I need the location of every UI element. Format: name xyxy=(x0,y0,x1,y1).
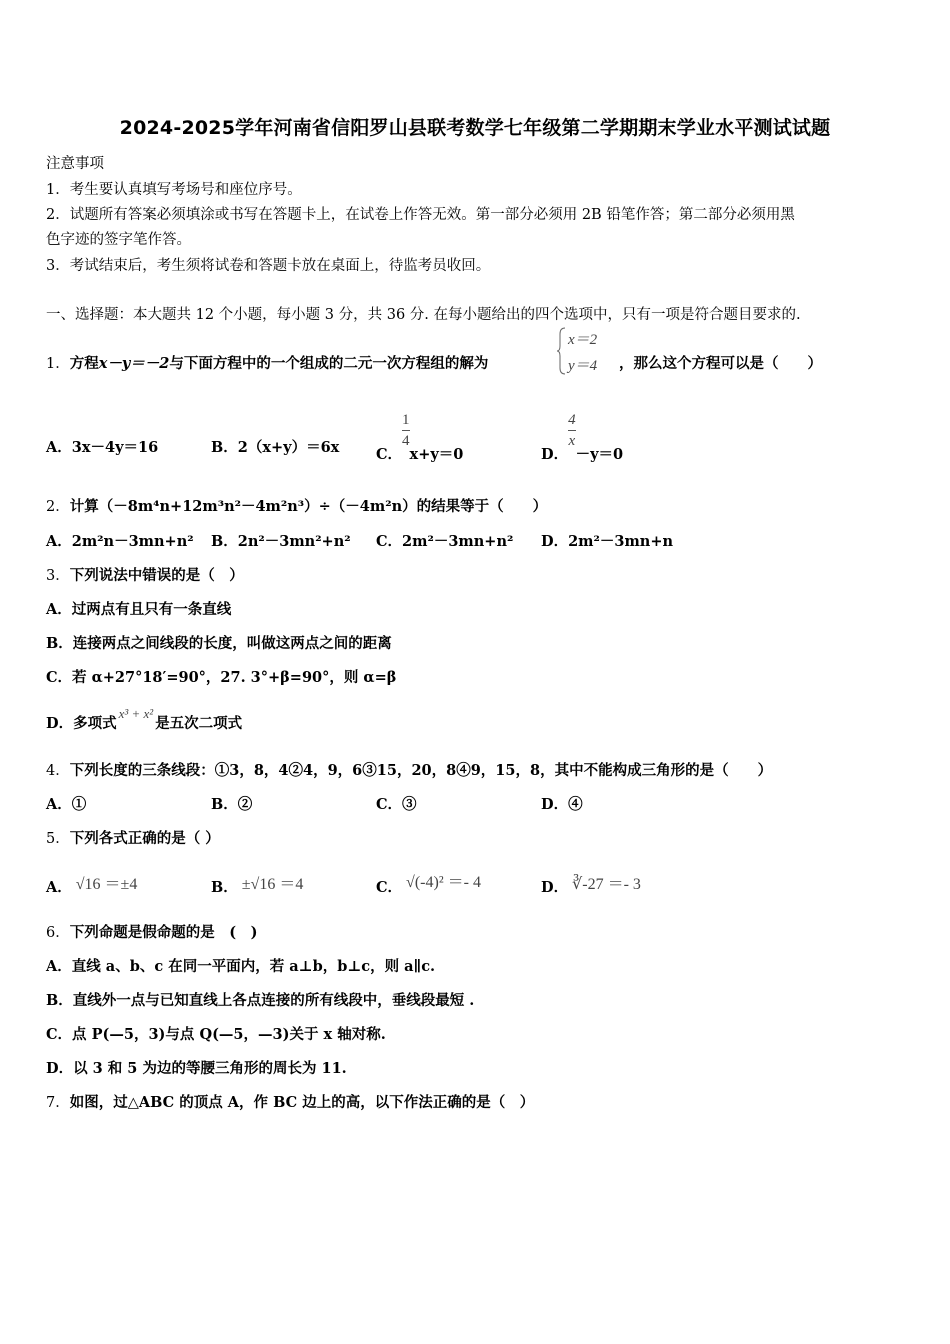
option-c[interactable]: C．③ xyxy=(376,796,417,813)
option-label: D． xyxy=(541,879,569,896)
question-4 xyxy=(46,759,772,780)
option-b[interactable]: B．直线外一点与已知直线上各点连接的所有线段中，垂线段最短 . xyxy=(46,992,475,1009)
option-b[interactable]: B．2n²－3mn²+n² xyxy=(211,533,351,550)
question-text: 下列长度的三条线段：①3，8，4②4，9，6③15，20，8④9，15，8，其中不能构成三角形的是（ ） xyxy=(69,762,773,779)
question-text-cont: 与下面方程中的一个组成的二元一次方程组的解为 xyxy=(169,355,489,372)
question-text-end: ，那么这个方程可以是（ ） xyxy=(619,355,822,372)
numerator: 4 xyxy=(568,412,576,428)
question-3 xyxy=(46,564,244,585)
question-number: 3． xyxy=(46,568,70,584)
option-rest: x+y＝0 xyxy=(409,445,464,463)
option-text: D．多项式 xyxy=(46,715,117,732)
question-text: 计算（－8m⁴n+12m³n²－4m²n³）÷（－4m²n）的结果等于（ ） xyxy=(69,498,548,515)
notice-item-3: 3．考试结束后，考生须将试卷和答题卡放在桌面上，待监考员收回。 xyxy=(46,258,491,274)
fraction-bar xyxy=(402,430,410,431)
option-label: A． xyxy=(46,879,72,896)
fraction xyxy=(568,412,576,449)
option-a[interactable]: A．3x－4y＝16 xyxy=(46,439,159,456)
option-a[interactable]: A．过两点有且只有一条直线 xyxy=(46,601,232,618)
question-text: 如图，过△ABC 的顶点 A，作 BC 边上的高，以下作法正确的是（ ） xyxy=(69,1094,535,1111)
math-expression: √(-4)² ＝- 4 xyxy=(406,874,481,891)
denominator: 4 xyxy=(402,433,410,449)
option-c[interactable]: C．点 P(—5，3)与点 Q(—5，—3)关于 x 轴对称. xyxy=(46,1026,386,1043)
fraction-bar xyxy=(568,430,576,431)
option-a[interactable]: A．① xyxy=(46,796,87,813)
question-text: 下列命题是假命题的是 ( ) xyxy=(69,924,258,941)
question-number: 6． xyxy=(46,925,70,941)
question-5 xyxy=(46,827,220,848)
option-a[interactable]: A．2m²n－3mn+n² xyxy=(46,533,194,550)
question-text: 下列说法中错误的是（ ） xyxy=(69,567,244,584)
option-d[interactable] xyxy=(46,706,243,733)
question-number: 5． xyxy=(46,831,70,847)
question-number: 7． xyxy=(46,1095,70,1111)
question-1 xyxy=(46,352,488,373)
question-7 xyxy=(46,1091,534,1112)
numerator: 1 xyxy=(402,412,410,428)
option-rest: －y＝0 xyxy=(575,445,624,463)
question-number: 4． xyxy=(46,763,70,779)
option-d[interactable]: D．以 3 和 5 为边的等腰三角形的周长为 11. xyxy=(46,1060,347,1077)
question-text: 下列各式正确的是（ ） xyxy=(69,830,220,847)
option-text-cont: 是五次二项式 xyxy=(155,715,243,732)
notice-item-1: 1．考生要认真填写考场号和座位序号。 xyxy=(46,182,302,198)
denominator: x xyxy=(568,433,576,449)
question-number: 2． xyxy=(46,499,70,515)
option-b[interactable]: B．连接两点之间线段的长度，叫做这两点之间的距离 xyxy=(46,635,392,652)
option-a[interactable]: A．直线 a、b、c 在同一平面内，若 a⊥b，b⊥c，则 a∥c. xyxy=(46,958,436,975)
system-line-1: x＝2 xyxy=(568,332,598,348)
option-b[interactable]: B．② xyxy=(211,796,253,813)
option-c[interactable] xyxy=(376,874,481,897)
option-d[interactable] xyxy=(541,412,624,463)
notice-item-2: 2．试题所有答案必须填涂或书写在答题卡上，在试卷上作答无效。第一部分必须用 2B 铅笔作答；第二部分必须用黑 xyxy=(46,207,795,223)
option-d[interactable]: D．2m²－3mn+n xyxy=(541,533,674,550)
question-2 xyxy=(46,495,547,516)
option-d[interactable] xyxy=(541,874,641,897)
option-label: C． xyxy=(376,879,403,896)
option-b[interactable]: B．2（x+y）＝6x xyxy=(211,439,340,456)
math-expression: √16 ＝±4 xyxy=(75,876,138,893)
brace-icon xyxy=(557,326,567,376)
option-c[interactable]: C．2m²－3mn+n² xyxy=(376,533,514,550)
option-label: C． xyxy=(376,445,403,463)
option-c[interactable] xyxy=(376,412,464,463)
polynomial: x³ + x² xyxy=(118,706,154,721)
option-c[interactable]: C．若 α+27°18′=90°，27. 3°+β=90°，则 α=β xyxy=(46,669,397,686)
notice-item-2-cont: 色字迹的签字笔作答。 xyxy=(46,232,191,248)
option-label: B． xyxy=(211,879,238,896)
page-title: 2024-2025学年河南省信阳罗山县联考数学七年级第二学期期末学业水平测试试题 xyxy=(119,117,831,139)
option-a[interactable] xyxy=(46,874,137,897)
question-6 xyxy=(46,921,257,942)
equation-system xyxy=(557,326,617,376)
system-line-2: y＝4 xyxy=(568,358,598,374)
option-d[interactable]: D．④ xyxy=(541,796,583,813)
fraction xyxy=(402,412,410,449)
option-b[interactable] xyxy=(211,874,303,897)
section-heading: 一、选择题：本大题共 12 个小题，每小题 3 分，共 36 分. 在每小题给出的四个选项中，只有一项是符合题目要求的. xyxy=(46,307,801,323)
math-expression: ±√16 ＝4 xyxy=(241,876,304,893)
notice-heading: 注意事项 xyxy=(46,156,104,172)
option-label: D． xyxy=(541,445,569,463)
math-expression: ∛-27 ＝- 3 xyxy=(572,876,641,893)
equation: x－y＝－2 xyxy=(98,355,170,372)
question-number: 1． xyxy=(46,356,70,372)
question-text: 方程 xyxy=(69,355,99,372)
